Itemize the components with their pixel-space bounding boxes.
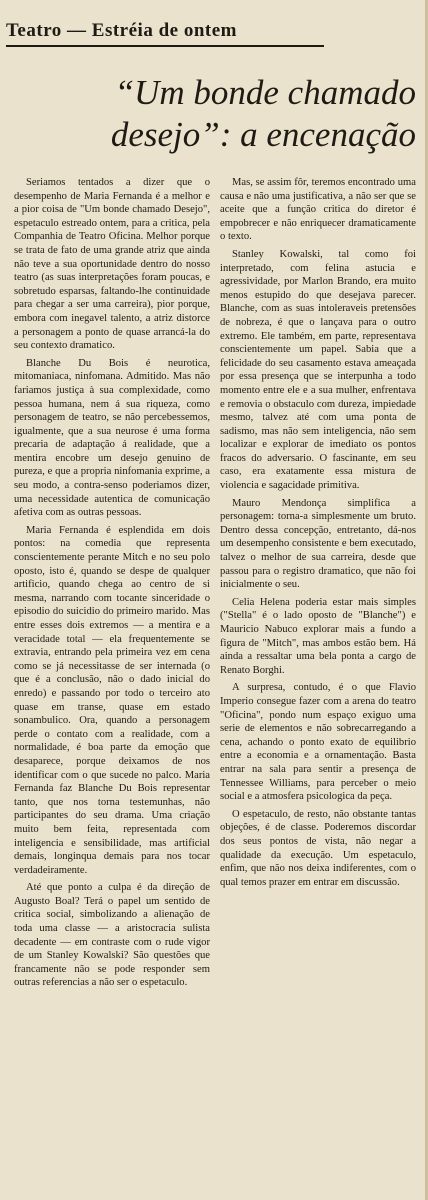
- paragraph: Seriamos tentados a dizer que o desempenho de Maria Fernanda é a melhor e a pior coisa de "Um bonde chamado Desejo", espetaculo estreado ontem, para a critica, pela Companhia de Teatro Oficina. Melhor porque se trata de fato de uma grande atriz que ainda não teve a sua oportunidade dentro do nosso teatro (as suas interpretações foram poucas, e sobretudo esparsas, faltando-lhe continuidade para chegar a ser uma carreira), pior porque, embora com inegavel talento, a atriz distorce a personagem a ponto de quase arrancá-la do seu contexto dramatico.: [14, 177, 210, 352]
- headline-line-2: desejo”: a encenação: [110, 115, 416, 154]
- right-column: [220, 176, 416, 1192]
- paragraph: Stanley Kowalski, tal como foi interpretado, com felina astucia e agressividade, por Marlon Brando, era muito menos estupido do que desejava parecer. Blanche, com as suas intoleraveis pretensões de nobreza, é que o lançava para o outro extremo. Ele também, em parte, representava conscientemente um papel. Sabia que a felicidade do seu casamento estava ameaçada por essa presença que se interpunha a todo momento entre ele e a sua mulher, enfrentava e removia o obstaculo com dureza, impiedade mesmo, talvez até com uma ponta de sadismo, mas não sem inteligencia, não sem localizar e explorar de imediato os pontos fracos do adversario. O fascinante, em seu caso, era exatamente essa mistura de violencia e sagacidade primitiva.: [220, 248, 416, 492]
- paragraph: Mauro Mendonça simplifica a personagem: torna-a simplesmente um bruto. Dentro dessa concepção, entretanto, dá-nos um desempenho consistente e bem executado, talvez o melhor de sua carreira, desde que passou para o registro dramatico, que não foi inicialmente o seu.: [220, 497, 416, 591]
- left-column: [14, 176, 210, 1192]
- paragraph: Celia Helena poderia estar mais simples ("Stella" é o lado oposto de "Blanche") e Mauricio Nabuco explorar mais a fundo a figura de "Mitch", mas ambos estão bem. Há ainda a ressaltar uma bela ponta a cargo de Renato Borghi.: [220, 596, 416, 676]
- section-heading: Teatro — Estréia de ontem: [6, 20, 324, 47]
- paragraph: O espetaculo, de resto, não obstante tantas objeções, é de classe. Poderemos discordar dos seus pontos de vista, não negar a qualidade da execução. Um espetaculo, enfim, que não nos deixa indiferentes, com o qual temos prazer em entrar em discussão.: [220, 808, 416, 888]
- article-headline: [12, 72, 416, 156]
- paragraph: A surpresa, contudo, é o que Flavio Imperio consegue fazer com a arena do teatro "Oficina", pondo num espaço exiguo uma serie de elementos e não sobrecarregando a cena, achando o ponto exato de equilibrio entre a economia e a ornamentação. Basta entrar na sala para sentir a presença de Tennessee Williams, para perceber o meio social e a atmosfera psicologica da peça.: [220, 682, 416, 803]
- paragraph: Até que ponto a culpa é da direção de Augusto Boal? Terá o papel um sentido de critica social, simbolizando a alienação de toda uma classe — a aristocracia sulista decadente — em contraste com o rude vigor de um Stanley Kowalski? São questões que francamente não se pode responder sem outras referencias a não ser o espetaculo.: [14, 882, 210, 989]
- headline-line-1: “Um bonde chamado: [114, 73, 416, 112]
- paragraph: Maria Fernanda é esplendida em dois pontos: na comedia que representa conscientemente perante Mitch e no seu polo oposto, isto é, quando se despe de qualquer artificio, quando chega ao centro de si mesma, narrando com tocante sinceridade o episodio do suicidio do primeiro marido. Mas entre esses dois extremos — a mentira e a veracidade total — ela frequentemente se extravia, entrando pela primeira vez em cena como se já necessitasse de ser internada (o que é a conclusão, não o dado inicial do enredo) e passando por todo o terceiro ato quase em transe, quase em estado sonambulico. Ora, quando a personagem perde o contato com a realidade, com a normalidade, é boa parte da emoção que desaparece, porque deixamos de nos identificar com o que sucede no palco. Maria Fernanda faz Blanche Du Bois representar tanto, que nos torna testemunhas, não participantes do seu drama. Uma criação muito bem feita, representada com inteligencia e sensibilidade, mas artificial demais, longinqua demais para nos tocar verdadeiramente.: [14, 524, 210, 876]
- paragraph: Blanche Du Bois é neurotica, mitomaniaca, ninfomana. Admitido. Mas não fariamos justiça à sua complexidade, como pessoa humana, nem á sua riqueza, como personagem de teatro, se não percebessemos, igualmente, que a sua neurose é uma forma precaria de adaptação á realidade, que a mentira encobre um desejo genuino de pureza, e que a propria ninfomania exprime, a seu modo, a contra-senso poderiamos dizer, uma necessidade autentica de comunicação afetiva com as outras pessoas.: [14, 357, 210, 519]
- paragraph: Mas, se assim fôr, teremos encontrado uma causa e não uma justificativa, a não ser que se aceite que a função critica do diretor é empobrecer e não enriquecer dramaticamente o texto.: [220, 177, 416, 243]
- article-body: [14, 176, 416, 1192]
